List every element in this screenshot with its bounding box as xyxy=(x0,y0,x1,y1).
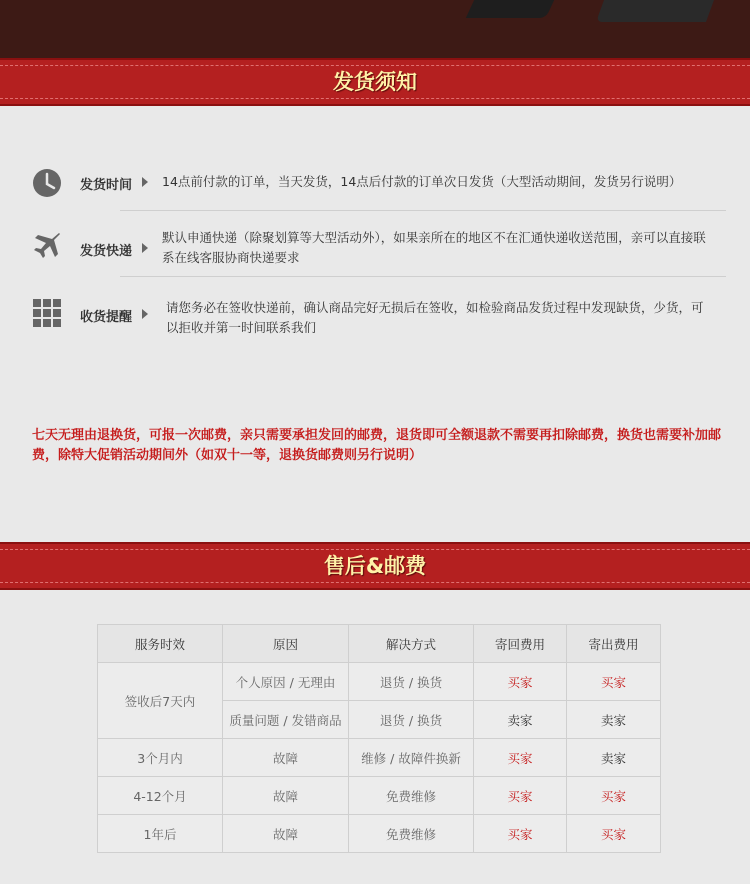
period-cell: 签收后7天内 xyxy=(98,663,223,739)
return-fee-cell: 卖家 xyxy=(474,701,567,739)
solution-cell: 退货 / 换货 xyxy=(349,701,474,739)
reason-cell: 故障 xyxy=(223,777,349,815)
send-fee-cell: 买家 xyxy=(567,777,661,815)
solution-cell: 维修 / 故障件换新 xyxy=(349,739,474,777)
product-image-fragment xyxy=(596,0,714,22)
grid-icon xyxy=(32,298,62,328)
header-cell: 解决方式 xyxy=(349,625,474,663)
period-cell: 3个月内 xyxy=(98,739,223,777)
solution-cell: 退货 / 换货 xyxy=(349,663,474,701)
shipping-row-label: 收货提醒 xyxy=(80,310,133,325)
arrow-right-icon xyxy=(142,309,148,319)
after-sales-banner xyxy=(0,542,750,590)
send-fee-cell: 卖家 xyxy=(567,701,661,739)
table-row xyxy=(98,777,661,815)
table-row xyxy=(98,815,661,853)
return-fee-cell: 买家 xyxy=(474,815,567,853)
solution-cell: 免费维修 xyxy=(349,815,474,853)
after-sales-banner-title: 售后&邮费 xyxy=(323,554,427,578)
send-fee-cell: 买家 xyxy=(567,663,661,701)
header-cell: 服务时效 xyxy=(98,625,223,663)
reason-cell: 故障 xyxy=(223,815,349,853)
fee-table-container xyxy=(97,624,660,852)
reason-cell: 故障 xyxy=(223,739,349,777)
shipping-banner xyxy=(0,58,750,106)
top-product-strip xyxy=(0,0,750,58)
solution-cell: 免费维修 xyxy=(349,777,474,815)
clock-icon xyxy=(32,168,62,198)
header-cell: 原因 xyxy=(223,625,349,663)
return-fee-cell: 买家 xyxy=(474,663,567,701)
shipping-banner-title: 发货须知 xyxy=(333,70,417,94)
product-image-fragment xyxy=(466,0,554,18)
divider xyxy=(120,210,726,211)
period-cell: 4-12个月 xyxy=(98,777,223,815)
reason-cell: 个人原因 / 无理由 xyxy=(223,663,349,701)
table-row xyxy=(98,663,661,701)
shipping-row-text: 14点前付款的订单，当天发货，14点后付款的订单次日发货（大型活动期间，发货另行说明） xyxy=(162,174,682,189)
shipping-row-label: 发货快递 xyxy=(80,244,133,259)
header-cell: 寄回费用 xyxy=(474,625,567,663)
shipping-info-section xyxy=(0,106,750,542)
reason-cell: 质量问题 / 发错商品 xyxy=(223,701,349,739)
send-fee-cell: 买家 xyxy=(567,815,661,853)
period-cell: 1年后 xyxy=(98,815,223,853)
fee-table xyxy=(97,624,661,853)
shipping-row-text: 请您务必在签收快递前，确认商品完好无损后在签收，如检验商品发货过程中发现缺货，少货，可以拒收并第一时间联系我们 xyxy=(166,300,704,335)
divider xyxy=(120,276,726,277)
table-row xyxy=(98,739,661,777)
shipping-row-label: 发货时间 xyxy=(80,178,133,193)
header-cell: 寄出费用 xyxy=(567,625,661,663)
arrow-right-icon xyxy=(142,243,148,253)
return-policy-notice: 七天无理由退换货，可报一次邮费，亲只需要承担发回的邮费，退货即可全额退款不需要再扣除邮费，换货也需要补加邮费，除特大促销活动期间外（如双十一等，退换货邮费则另行说明） xyxy=(32,428,722,463)
return-fee-cell: 买家 xyxy=(474,777,567,815)
arrow-right-icon xyxy=(142,177,148,187)
send-fee-cell: 卖家 xyxy=(567,739,661,777)
table-header-row xyxy=(98,625,661,663)
return-fee-cell: 买家 xyxy=(474,739,567,777)
airplane-icon xyxy=(32,230,62,260)
shipping-row-text: 默认申通快递（除聚划算等大型活动外），如果亲所在的地区不在汇通快递收送范围，亲可以直接联系在线客服协商快递要求 xyxy=(162,230,706,265)
